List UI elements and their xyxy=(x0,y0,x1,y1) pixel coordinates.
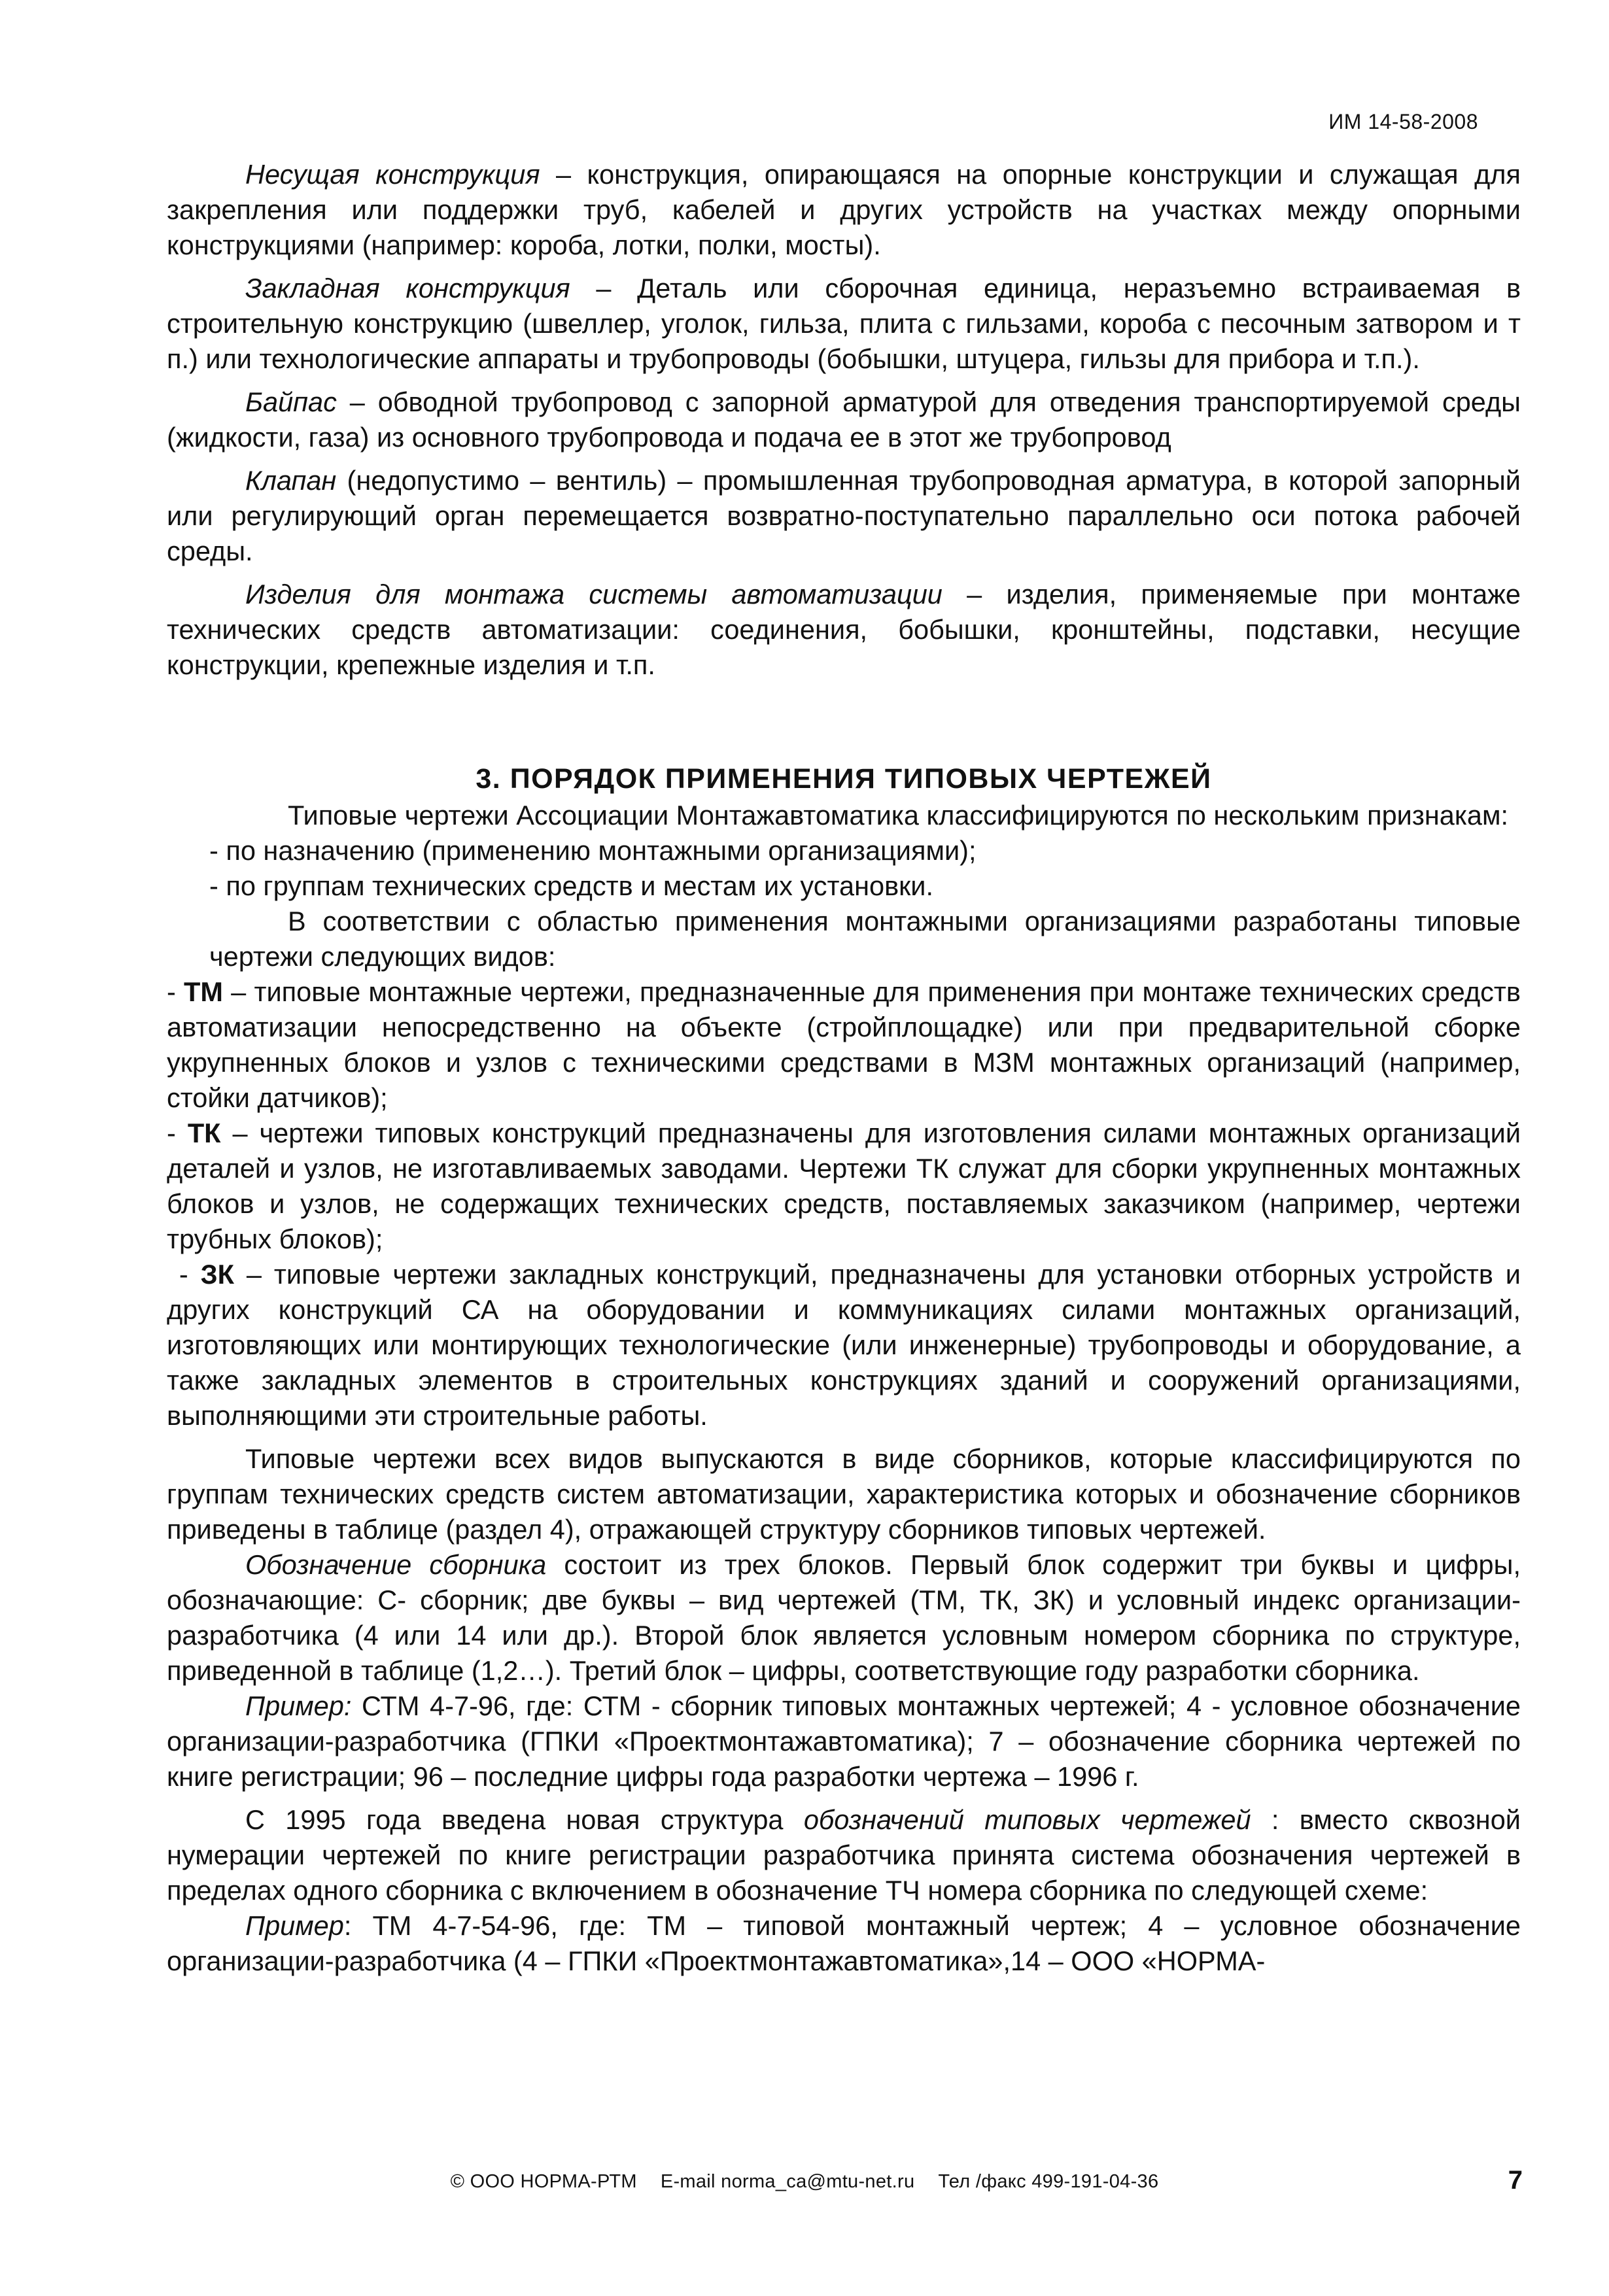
example1-label: Пример: xyxy=(245,1690,352,1721)
kind-text: – типовые чертежи закладных конструкций, предназначены для установки отборных устройств и других конструкций СА на оборудовании и коммуникациях силами монтажных организаций, изготовляющих или монтирующих технологические (или инженерные) трубопроводы и оборудование, а также закладных элементов в строительных конструкциях зданий и сооружений организациями, выполняющими эти строительные работы. xyxy=(167,1259,1521,1431)
page-footer xyxy=(0,2171,1609,2193)
structure-pre: С 1995 года введена новая структура xyxy=(245,1804,804,1835)
designation-term: Обозначение сборника xyxy=(245,1549,547,1580)
kind-zk xyxy=(167,1257,1521,1433)
structure-term: обозначений типовых чертежей xyxy=(803,1804,1251,1835)
kind-code: ТК xyxy=(187,1118,221,1148)
section-intro: Типовые чертежи Ассоциации Монтажавтоматика классифицируются по нескольким признакам: xyxy=(288,800,1509,831)
definitions-list xyxy=(167,157,1521,683)
footer-email: E-mail norma_ca@mtu-net.ru xyxy=(660,2171,915,2192)
footer-copyright: © ООО НОРМА-РТМ xyxy=(450,2171,637,2192)
footer-phone: Тел /факс 499-191-04-36 xyxy=(938,2171,1159,2192)
definition-item xyxy=(167,385,1521,455)
example2-paragraph xyxy=(167,1908,1521,1979)
kind-tk xyxy=(167,1116,1521,1257)
kind-tm xyxy=(167,974,1521,1116)
example2-text: : ТМ 4-7-54-96, где: ТМ – типовой монтажный чертеж; 4 – условное обозначение организации-разработчика (4 – ГПКИ «Проектмонтажавтоматика»,14 – ООО «НОРМА- xyxy=(167,1910,1521,1976)
designation-paragraph xyxy=(167,1547,1521,1688)
collections-paragraph: Типовые чертежи всех видов выпускаются в виде сборников, которые классифицируются по группам технических средств систем автоматизации, характеристика которых и обозначение сборников приведены в таблице (раздел 4), отражающей структуру сборников типовых чертежей. xyxy=(167,1443,1521,1545)
section-heading: 3. ПОРЯДОК ПРИМЕНЕНИЯ ТИПОВЫХ ЧЕРТЕЖЕЙ xyxy=(476,763,1212,795)
kind-code: ЗК xyxy=(200,1259,234,1290)
structure-paragraph xyxy=(167,1802,1521,1908)
example2-label: Пример xyxy=(245,1910,344,1941)
page-number: 7 xyxy=(1508,2166,1523,2195)
example1-text: СТМ 4-7-96, где: СТМ - сборник типовых монтажных чертежей; 4 - условное обозначение организации-разработчика (ГПКИ «Проектмонтажавтоматика); 7 – обозначение сборника чертежей по книге регистрации; 96 – последние цифры года разработки чертежа – 1996 г. xyxy=(167,1690,1521,1792)
definition-text: – конструкция, опирающаяся на опорные конструкции и служащая для закрепления или поддержки труб, кабелей и других устройств на участках между опорными конструкциями (например: короба, лотки, полки, мосты). xyxy=(167,159,1521,260)
criteria-item: - по группам технических средств и местам их установки. xyxy=(209,870,933,901)
definition-term: Закладная конструкция xyxy=(245,273,570,303)
definition-item xyxy=(167,577,1521,683)
document-code: ИМ 14-58-2008 xyxy=(1328,110,1478,133)
structure-post: : вместо сквозной нумерации чертежей по книге регистрации разработчика принята система обозначения чертежей в пределах одного сборника с включением в обозначение ТЧ номера сборника по следующей схеме: xyxy=(167,1804,1521,1906)
definition-text: – обводной трубопровод с запорной арматурой для отведения транспортируемой среды (жидкости, газа) из основного трубопровода и подача ее в этот же трубопровод xyxy=(167,386,1521,453)
section-intro-block xyxy=(167,798,1521,974)
definition-item xyxy=(167,157,1521,263)
definition-text: – изделия, применяемые при монтаже технических средств автоматизации: соединения, бобышки, кронштейны, подставки, несущие конструкции, крепежные изделия и т.п. xyxy=(167,579,1521,680)
kind-text: – типовые монтажные чертежи, предназначенные для применения при монтаже технических средств автоматизации непосредственно на объекте (стройплощадке) или при предварительной сборке укрупненных блоков и узлов с техническими средствами в МЗМ монтажных организаций (например, стойки датчиков); xyxy=(167,976,1521,1113)
definition-term: Байпас xyxy=(245,386,337,417)
kind-code: ТМ xyxy=(184,976,223,1007)
kinds-intro: В соответствии с областью применения монтажными организациями разработаны типовые чертежи следующих видов: xyxy=(209,906,1521,972)
definition-item xyxy=(167,271,1521,377)
example1-paragraph xyxy=(167,1688,1521,1794)
definition-text: – Деталь или сборочная единица, неразъемно встраиваемая в строительную конструкцию (швеллер, уголок, гильза, плита с гильзами, короба с песочным затвором и т п.) или технологические аппараты и трубопроводы (бобышки, штуцера, гильзы для прибора и т.п.). xyxy=(167,273,1521,374)
page-content xyxy=(167,157,1521,1979)
kind-prefix: - xyxy=(167,1118,188,1148)
definition-term: Клапан xyxy=(245,465,337,496)
definition-term: Изделия для монтажа системы автоматизации xyxy=(245,579,943,609)
criteria-item: - по назначению (применению монтажными организациями); xyxy=(209,835,977,866)
definition-term: Несущая конструкция xyxy=(245,159,540,190)
kind-prefix: - xyxy=(167,1259,201,1290)
designation-text: состоит из трех блоков. Первый блок содержит три буквы и цифры, обозначающие: С- сборник; две буквы – вид чертежей (ТМ, ТК, ЗК) и условный индекс организации-разработчика (4 или 14 или др.). Второй блок является условным номером сборника по структуре, приведенной в таблице (1,2…). Третий блок – цифры, соответствующие году разработки сборника. xyxy=(167,1549,1521,1686)
kind-prefix: - xyxy=(167,976,184,1007)
kind-text: – чертежи типовых конструкций предназначены для изготовления силами монтажных организаций деталей и узлов, не изготавливаемых заводами. Чертежи ТК служат для сборки укрупненных монтажных блоков и узлов, не содержащих технических средств, поставляемых заказчиком (например, чертежи трубных блоков); xyxy=(167,1118,1521,1254)
definition-item xyxy=(167,463,1521,569)
definition-text: (недопустимо – вентиль) – промышленная трубопроводная арматура, в которой запорный или регулирующий орган перемещается возвратно-поступательно параллельно оси потока рабочей среды. xyxy=(167,465,1521,566)
